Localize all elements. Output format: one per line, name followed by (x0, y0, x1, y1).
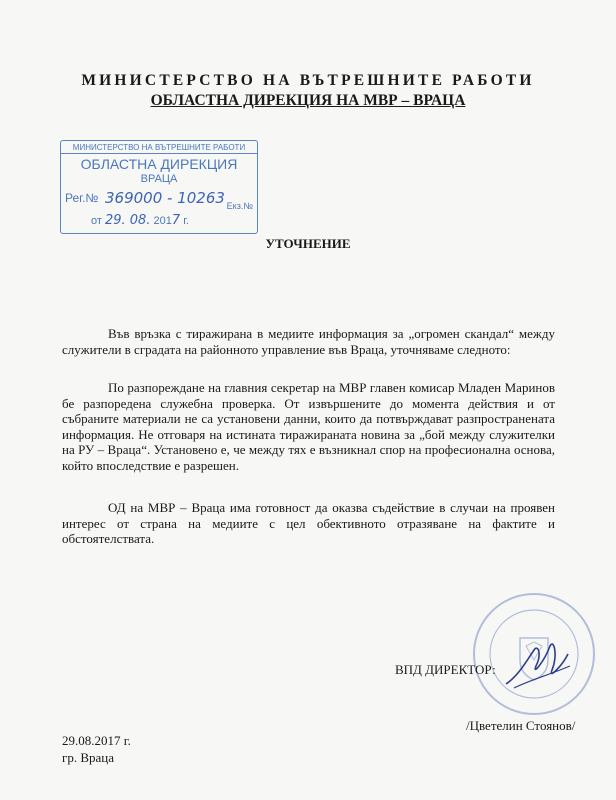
paragraph-3-text: ОД на МВР – Враца има готовност да оказва съдействие в случаи на проявен интерес от страна на медиите с цел обективното отразяване на фактите и обстоятелствата. (62, 500, 555, 547)
document-city: гр. Враца (62, 750, 114, 765)
directorate-heading: ОБЛАСТНА ДИРЕКЦИЯ НА МВР – ВРАЦА (150, 92, 466, 109)
stamp-date-handwritten: 29. 08. (104, 213, 151, 228)
stamp-reg-number: 369000 - 10263 (105, 189, 225, 207)
registration-stamp (60, 140, 258, 234)
stamp-date-year: 7 (171, 213, 181, 228)
stamp-directorate-line: ОБЛАСТНА ДИРЕКЦИЯ (80, 156, 238, 172)
handwritten-signature (504, 636, 574, 696)
stamp-ministry-line: МИНИСТЕРСТВО НА ВЪТРЕШНИТЕ РАБОТИ (61, 143, 257, 154)
stamp-date-g: г. (183, 215, 189, 227)
paragraph-2 (62, 380, 555, 474)
ministry-heading: МИНИСТЕРСТВО НА ВЪТРЕШНИТЕ РАБОТИ (81, 72, 535, 89)
stamp-reg-label: Рег.№ (65, 191, 99, 205)
stamp-date-prefix: от (91, 215, 102, 227)
paragraph-2-text: По разпореждане на главния секретар на МВР главен комисар Младен Маринов бе разпоредена служебна проверка. От извършените до момента действия и от събраните материали не са установени данни, които да потвърждават разпространената информация. Не отговаря на истината тиражираната новина за „бой между служителки на РУ – Враца“. Установено е, че между тях е възникнал спор на професионална основа, който впоследствие е разрешен. (62, 380, 555, 473)
paragraph-1 (62, 326, 555, 357)
stamp-city-line: ВРАЦА (140, 173, 178, 185)
document-title: УТОЧНЕНИЕ (265, 236, 351, 251)
document-date: 29.08.2017 г. (62, 733, 131, 748)
signatory-role: ВПД ДИРЕКТОР: (395, 662, 496, 677)
stamp-copy-label: Екз.№ (226, 201, 253, 211)
paragraph-3 (62, 500, 555, 547)
stamp-date-row (91, 213, 189, 228)
stamp-date-suffix: 201 (153, 215, 172, 227)
paragraph-1-text: Във връзка с тиражирана в медиите информация за „огромен скандал“ между служители в сградата на районното управление във Враца, уточняваме следното: (62, 326, 555, 357)
signatory-name: /Цветелин Стоянов/ (466, 718, 576, 733)
